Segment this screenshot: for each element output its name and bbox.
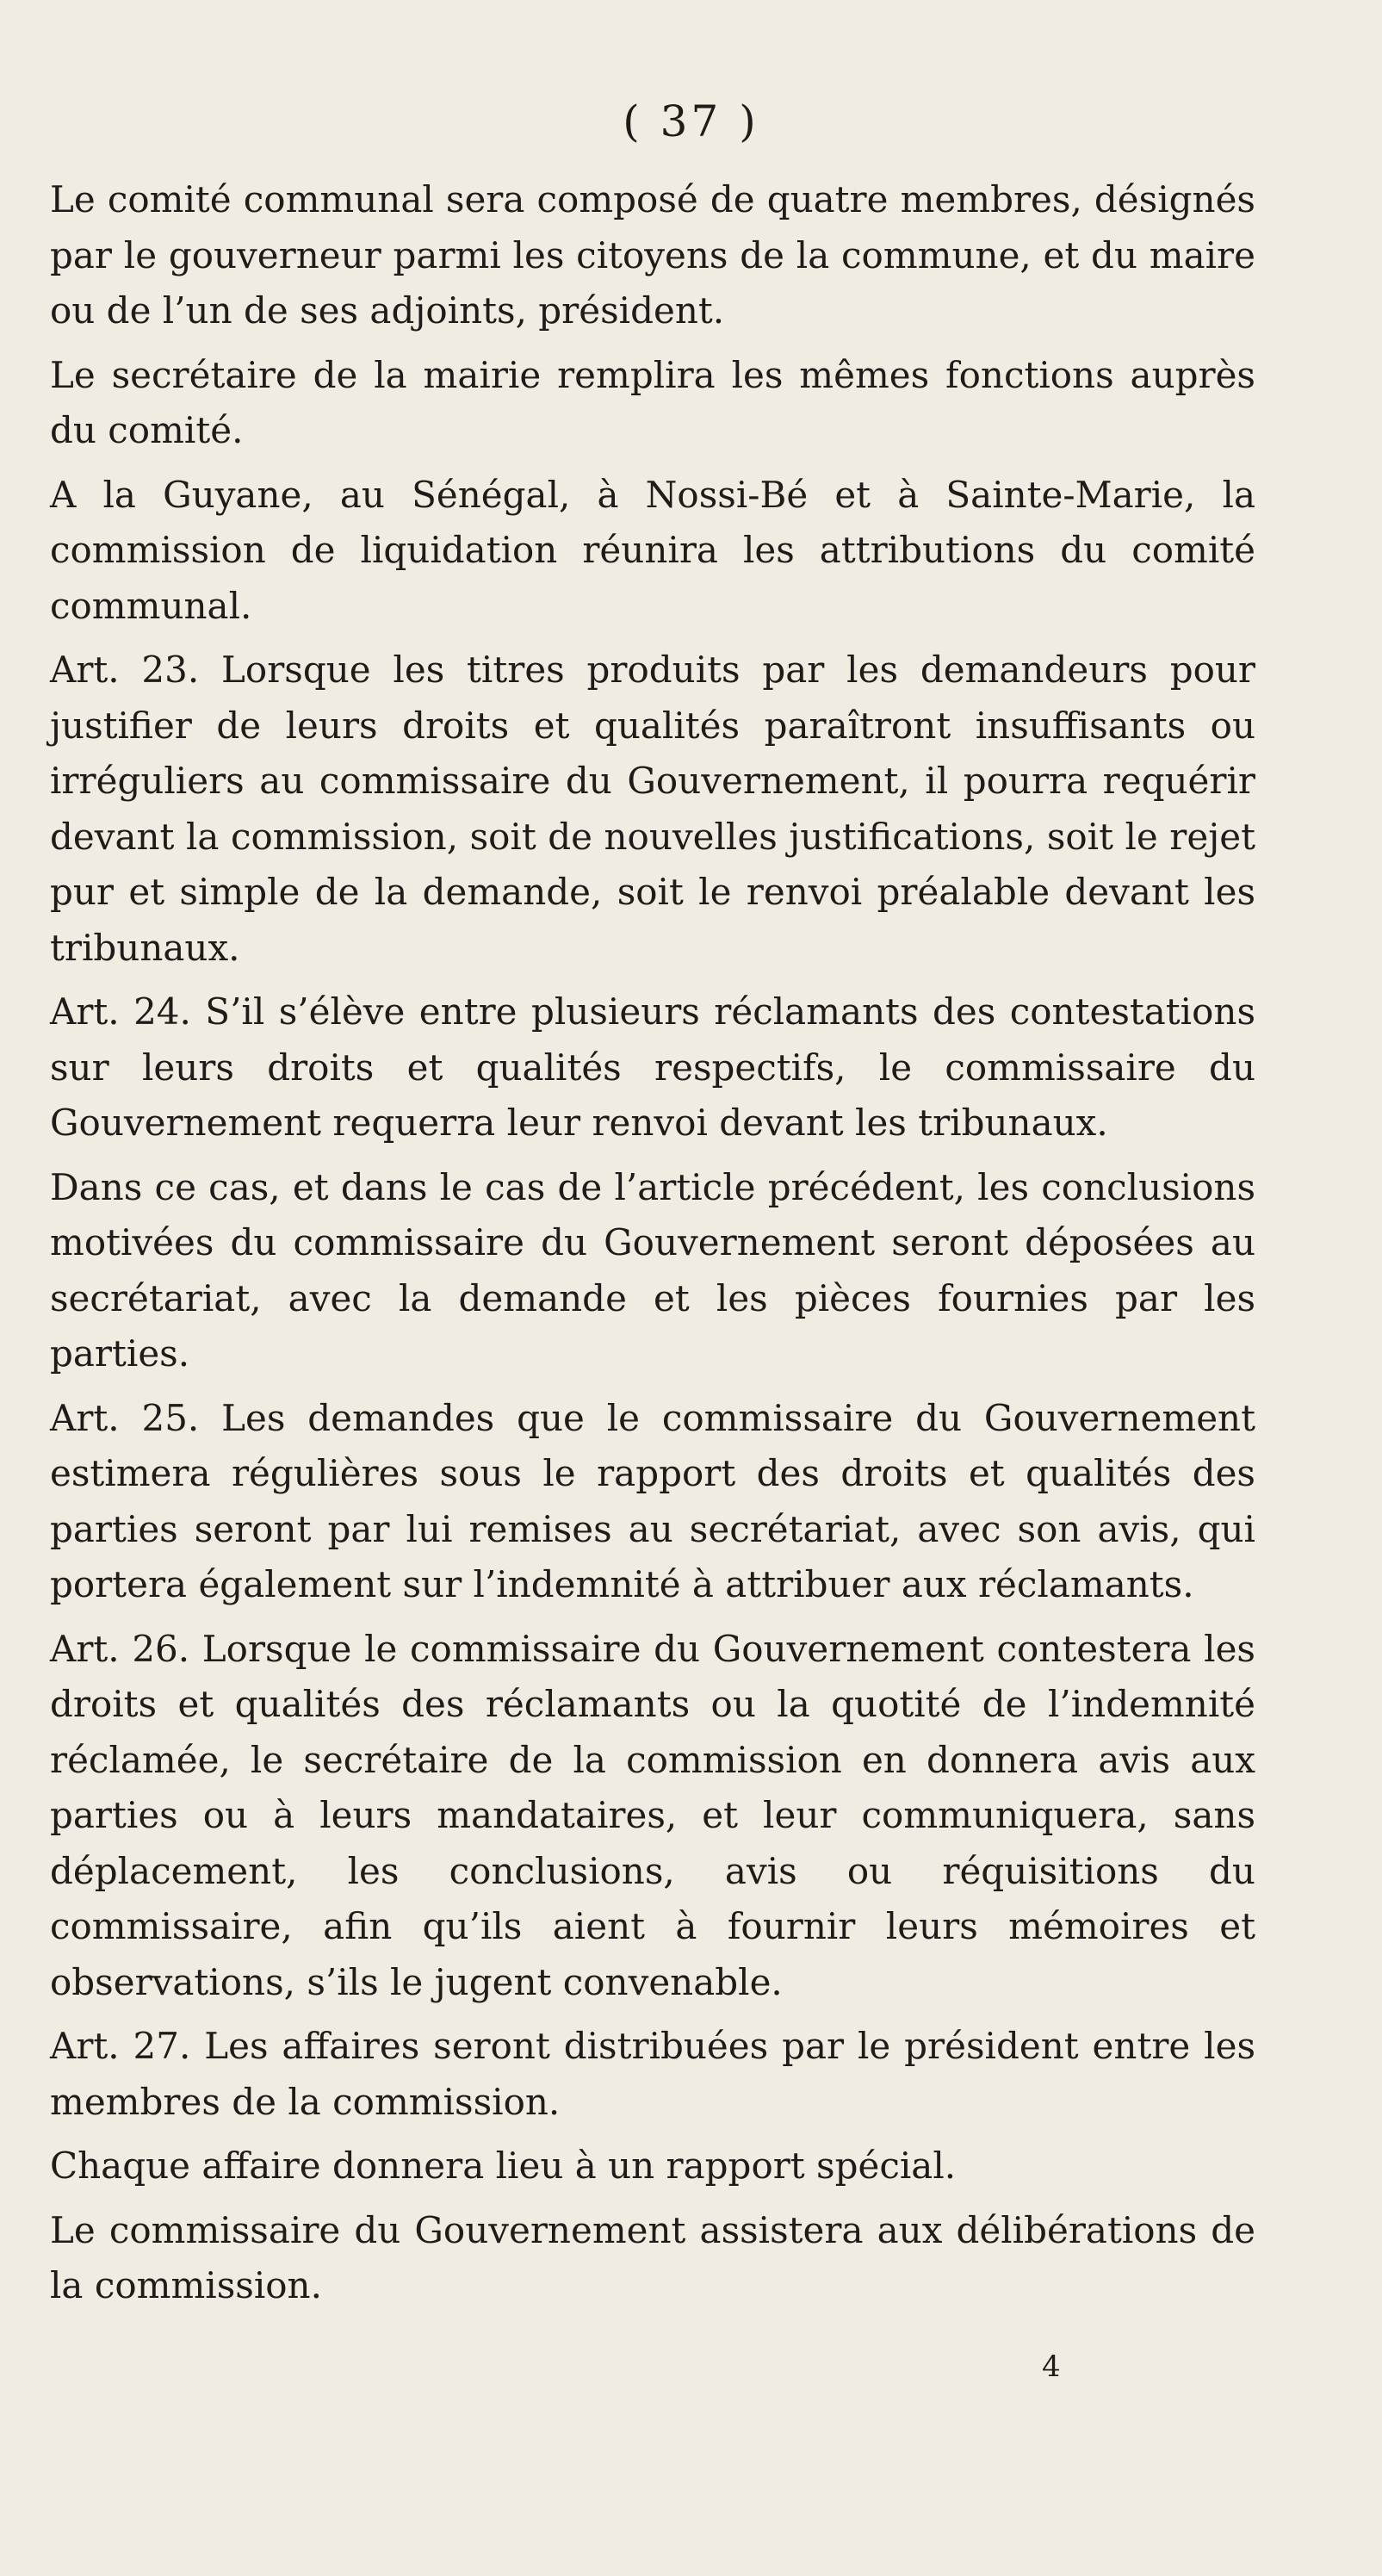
paragraph-comite-communal: Le comité communal sera composé de quatre membres, désignés par le gouverneur parmi les citoyens de la commune, et du maire ou de l’un de ses adjoints, président. <box>50 178 1255 332</box>
paragraph-secretaire-mairie: Le secrétaire de la mairie remplira les mêmes fonctions auprès du comité. <box>50 353 1255 451</box>
paragraph-art-24: Art. 24. S’il s’élève entre plusieurs réclamants des contestations sur leurs droits et qualités respectifs, le commissaire du Gouvernement requerra leur renvoi devant les tribunaux. <box>50 990 1255 1144</box>
paragraph-art-25: Art. 25. Les demandes que le commissaire du Gouvernement estimera régulières sous le rapport des droits et qualités des parties seront par lui remises au secrétariat, avec son avis, qui portera également sur l’indemnité à attribuer aux réclamants. <box>50 1396 1255 1605</box>
paragraph-art-23: Art. 23. Lorsque les titres produits par les demandeurs pour justifier de leurs droits et qualités paraîtront insuffisants ou irréguliers au commissaire du Gouvernement, il pourra requérir devant la commission, soit de nouvelles justifications, soit le rejet pur et simple de la demande, soit le renvoi préalable devant les tribunaux. <box>50 649 1255 969</box>
paragraph-commissaire-assistera: Le commissaire du Gouvernement assistera aux délibérations de la commission. <box>50 2208 1255 2306</box>
paragraph-art-27: Art. 27. Les affaires seront distribuées par le président entre les membres de la commission. <box>50 2025 1255 2123</box>
paragraph-rapport-special: Chaque affaire donnera lieu à un rapport spécial. <box>50 2145 957 2187</box>
paragraph-guyane-senegal: A la Guyane, au Sénégal, à Nossi-Bé et à Sainte-Marie, la commission de liquidation réunira les attributions du comité communal. <box>50 473 1255 627</box>
page-number-header: ( 37 ) <box>623 96 759 146</box>
signature-mark: 4 <box>1042 2349 1061 2384</box>
paragraph-art-26: Art. 26. Lorsque le commissaire du Gouvernement contestera les droits et qualités des réclamants ou la quotité de l’indemnité réclamée, le secrétaire de la commission en donnera avis aux parties ou à leurs mandataires, et leur communiquera, sans déplacement, les conclusions, avis ou réquisitions du commissaire, afin qu’ils aient à fournir leurs mémoires et observations, s’ils le jugent convenable. <box>50 1627 1255 2003</box>
body-text <box>50 172 1255 2323</box>
paragraph-dans-ce-cas: Dans ce cas, et dans le cas de l’article précédent, les conclusions motivées du commissaire du Gouvernement seront déposées au secrétariat, avec la demande et les pièces fournies par les parties. <box>50 1165 1255 1375</box>
